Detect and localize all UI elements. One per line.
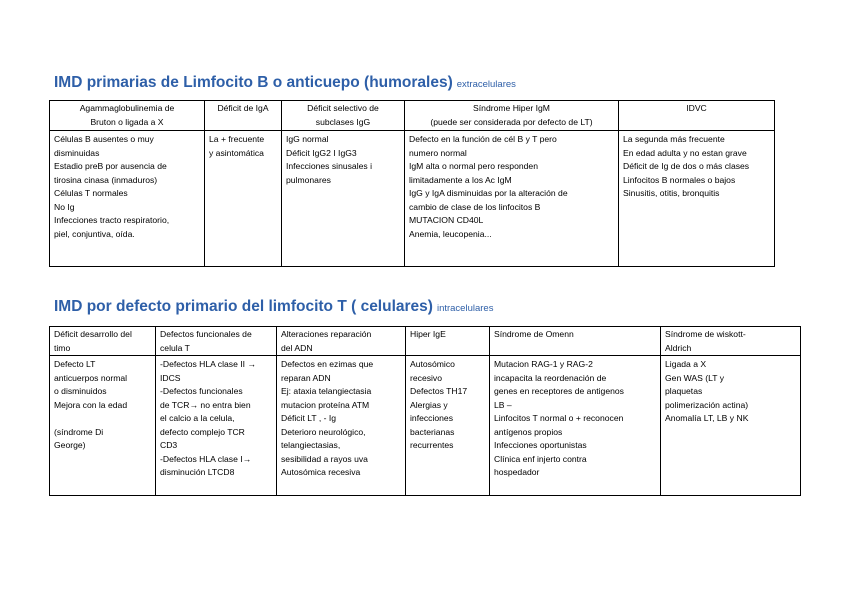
cell-text-line: defecto complejo TCR [160, 426, 245, 437]
humoral-body-cell [619, 131, 775, 267]
cellular-body-cell [490, 356, 661, 496]
cell-text-line: Autosómico [410, 359, 455, 369]
cell-text-line: Defecto en la función de cél B y T pero [409, 134, 557, 144]
blank-line [54, 412, 151, 426]
section2-subtitle: intracelulares [436, 303, 494, 314]
cell-text-line: genes en receptores de antigenos [494, 386, 624, 396]
section2-title-text: IMD por defecto primario del limfocito T ( celulares) [54, 298, 433, 315]
cellular-header-row [50, 327, 801, 356]
cell-text-line: MUTACION CD40L [409, 215, 484, 225]
cell-text-line: Alergias y [410, 399, 448, 410]
cell-text-line: Mutacion RAG-1 y RAG-2 [494, 359, 593, 369]
humoral-header-cell [282, 101, 405, 131]
cell-text-line: plaquetas [665, 386, 703, 396]
humoral-body-row [50, 131, 775, 267]
humoral-header-cell [405, 101, 619, 131]
cell-text-line: Estadio preB por ausencia de [54, 161, 167, 171]
humoral-table [49, 100, 775, 267]
cell-text-line: Gen WAS (LT y [665, 372, 725, 383]
cell-text-line: antígenos propios [494, 426, 563, 437]
cell-text-line: piel, conjuntiva, oída. [54, 228, 135, 239]
header-text-line: Alteraciones reparación [281, 329, 372, 339]
header-text-line: celula T [160, 342, 190, 353]
cell-text-line: Ej: ataxia telangiectasia [281, 386, 372, 396]
cell-text-line: George) [54, 440, 86, 450]
cell-text-line: IDCS [160, 372, 181, 383]
header-text-line: Aldrich [665, 342, 692, 353]
cellular-header-cell [50, 327, 156, 356]
humoral-header-cell [205, 101, 282, 131]
cell-text-line: Déficit LT , - Ig [281, 413, 337, 423]
cell-text-line: Anomalía LT, LB y NK [665, 413, 749, 423]
cell-text-line: IgG normal [286, 134, 329, 144]
section1-subtitle: extracelulares [456, 79, 516, 90]
cell-text-line: (síndrome Di [54, 426, 104, 437]
cell-text-line: En edad adulta y no estan grave [623, 147, 747, 158]
section1-title [54, 74, 516, 92]
cellular-body-row [50, 356, 801, 496]
cellular-body-cell [406, 356, 490, 496]
header-text-line: Bruton o ligada a X [90, 116, 164, 127]
section1-title-text: IMD primarias de Limfocito B o anticuepo (humorales) [54, 74, 453, 91]
cell-text-line: cambio de clase de los linfocitos B [409, 201, 541, 212]
header-text-line: subclases IgG [315, 116, 371, 127]
cell-text-line: Anemia, leucopenia... [409, 228, 492, 239]
cellular-body-cell [156, 356, 277, 496]
cell-text-line: y asintomática [209, 147, 264, 158]
cell-text-line: infecciones [410, 413, 453, 423]
cell-text-line: La segunda más frecuente [623, 134, 725, 144]
cell-text-line: Linfocitos T normal o + reconocen [494, 413, 624, 423]
cell-text-line: La + frecuente [209, 134, 265, 144]
cell-text-line: Autosómica recesiva [281, 467, 361, 477]
cell-text-line: sesibilidad a rayos uva [281, 453, 368, 464]
cell-text-line: IgG y IgA disminuidas por la alteración de [409, 188, 568, 198]
humoral-body-cell [205, 131, 282, 267]
header-text-line: Síndrome de wiskott- [665, 329, 746, 339]
cell-text-line: recurrentes [410, 440, 454, 450]
cell-text-line: -Defectos HLA clase I→ [160, 453, 252, 464]
cell-text-line: Infecciones oportunistas [494, 440, 587, 450]
cell-text-line: Deterioro neurológico, [281, 426, 366, 437]
cell-text-line: No Ig [54, 201, 75, 212]
cellular-header-cell [156, 327, 277, 356]
cell-text-line: disminuidas [54, 147, 100, 158]
header-text-line: Déficit selectivo de [307, 103, 379, 113]
humoral-body-cell [50, 131, 205, 267]
cell-text-line: -Defectos funcionales [160, 386, 243, 396]
cell-text-line: Déficit IgG2 I IgG3 [286, 147, 357, 158]
header-text-line: IDVC [686, 103, 707, 113]
cellular-table [49, 326, 801, 496]
cell-text-line: de TCR→ no entra bien [160, 399, 251, 410]
cell-text-line: bacterianas [410, 426, 455, 437]
cell-text-line: Defectos en ezimas que [281, 359, 374, 369]
cell-text-line: Linfocitos B normales o bajos [623, 174, 736, 185]
cell-text-line: Ligada a X [665, 359, 707, 369]
cell-text-line: incapacita la reordenación de [494, 372, 607, 383]
header-text-line: Síndrome Hiper IgM [473, 103, 550, 113]
cell-text-line: polimerización actina) [665, 399, 749, 410]
cell-text-line: Infecciones sinusales i [286, 161, 372, 171]
cell-text-line: el calcio a la celula, [160, 413, 235, 423]
cell-text-line: Sinusitis, otitis, bronquitis [623, 188, 720, 198]
header-text-line: Hiper IgE [410, 329, 446, 339]
cell-text-line: Déficit de Ig de dos o más clases [623, 161, 750, 171]
cell-text-line: Mejora con la edad [54, 399, 128, 410]
cell-text-line: o disminuidos [54, 386, 107, 396]
cell-text-line: Células B ausentes o muy [54, 134, 154, 144]
header-text-line: Déficit de IgA [217, 103, 269, 113]
humoral-body-cell [282, 131, 405, 267]
header-text-line: Agammaglobulinemia de [79, 103, 175, 113]
humoral-header-row [50, 101, 775, 131]
cell-text-line: Células T normales [54, 188, 128, 198]
header-text-line: Defectos funcionales de [160, 329, 252, 339]
humoral-body-cell [405, 131, 619, 267]
cell-text-line: tirosina cinasa (inmaduros) [54, 174, 158, 185]
cellular-header-cell [406, 327, 490, 356]
cell-text-line: reparan ADN [281, 372, 331, 383]
cellular-header-cell [490, 327, 661, 356]
cellular-body-cell [50, 356, 156, 496]
humoral-header-cell [50, 101, 205, 131]
header-text-line: timo [54, 342, 71, 353]
cellular-header-cell [277, 327, 406, 356]
cell-text-line: mutacion proteína ATM [281, 399, 370, 410]
cell-text-line: pulmonares [286, 174, 331, 185]
cellular-body-cell [277, 356, 406, 496]
cell-text-line: Infecciones tracto respiratorio, [54, 215, 170, 225]
cell-text-line: LB – [494, 399, 512, 410]
cell-text-line: CD3 [160, 440, 178, 450]
header-text-line: Síndrome de Omenn [494, 329, 574, 339]
cell-text-line: Defecto LT [54, 359, 96, 369]
cell-text-line: IgM alta o normal pero responden [409, 161, 538, 171]
section2-title [54, 298, 493, 316]
header-text-line: (puede ser considerada por defecto de LT) [430, 116, 593, 127]
cell-text-line: anticuerpos normal [54, 372, 128, 383]
cellular-body-cell [661, 356, 801, 496]
header-text-line: Déficit desarrollo del [54, 329, 132, 339]
cell-text-line: limitadamente a los Ac IgM [409, 174, 512, 185]
cell-text-line: -Defectos HLA clase II → [160, 359, 256, 369]
cell-text-line: Clínica enf injerto contra [494, 453, 587, 464]
cell-text-line: hospedador [494, 467, 540, 477]
humoral-header-cell [619, 101, 775, 131]
cell-text-line: disminución LTCD8 [160, 467, 235, 477]
cell-text-line: Defectos TH17 [410, 386, 468, 396]
cell-text-line: recesivo [410, 372, 442, 383]
cell-text-line: numero normal [409, 147, 467, 158]
cell-text-line: telangiectasias, [281, 440, 341, 450]
cellular-header-cell [661, 327, 801, 356]
header-text-line: del ADN [281, 342, 313, 353]
